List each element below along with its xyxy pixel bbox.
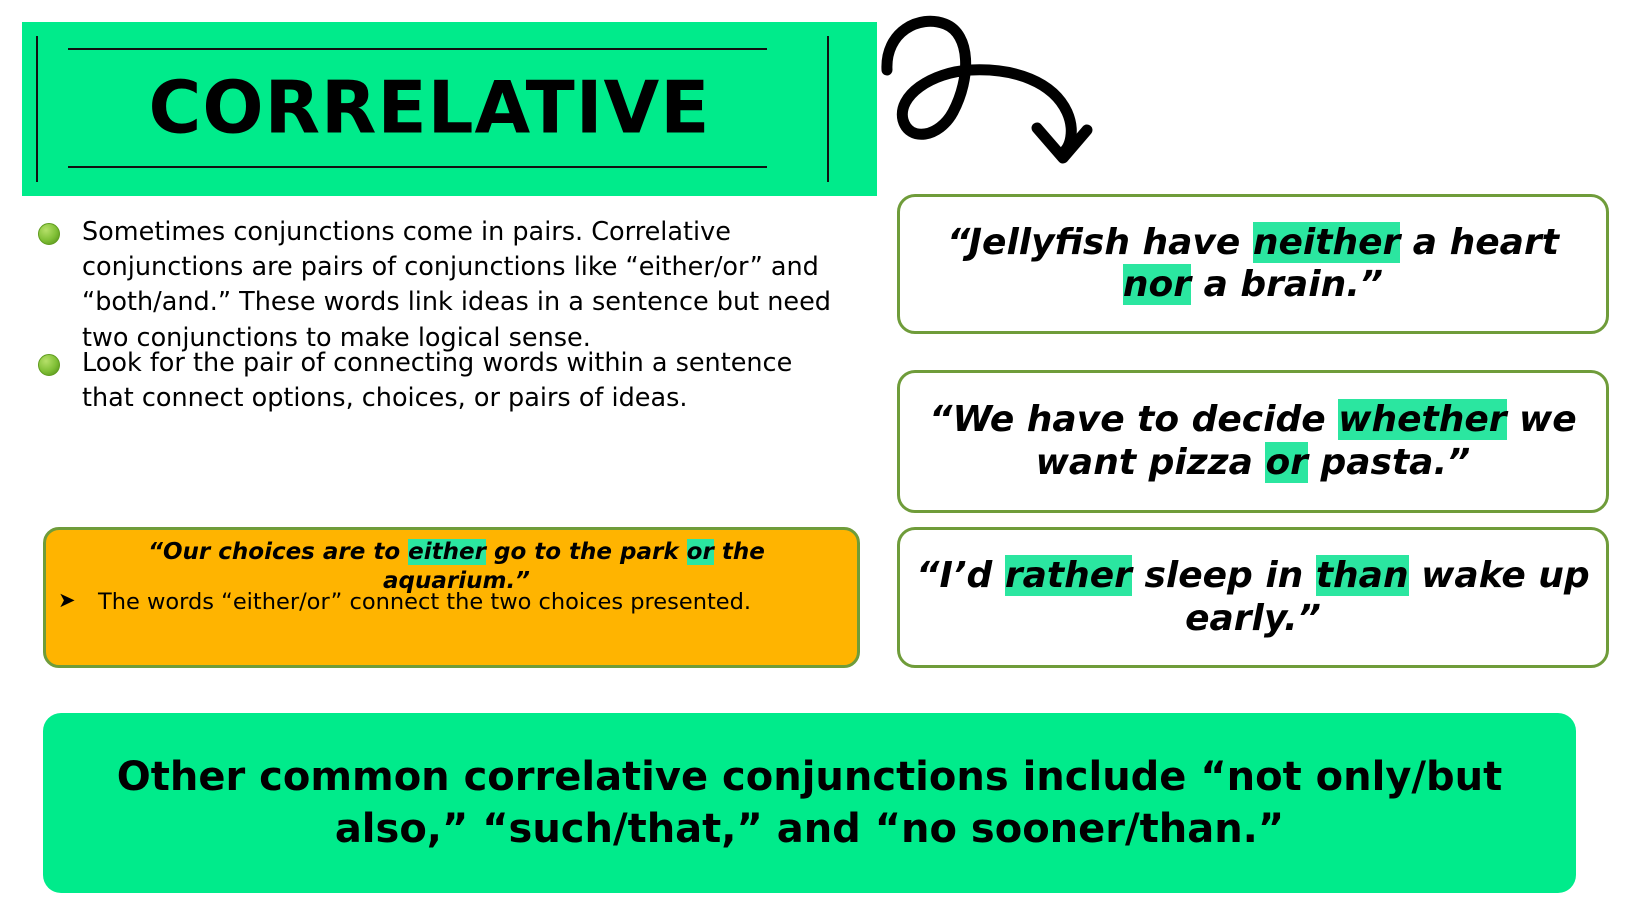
title-rule-top — [68, 48, 767, 50]
summary-banner-text: Other common correlative conjunctions include “not only/but also,” “such/that,” and “no sooner/than.” — [116, 754, 1503, 852]
bullet-dot-icon — [38, 223, 60, 245]
quote-card-text: “I’d rather sleep in than wake up early.” — [916, 555, 1590, 639]
bullet-text: Sometimes conjunctions come in pairs. Correlative conjunctions are pairs of conjunctions like “either/or” and “both/and.” These words link ideas in a sentence but need two conjunctions to make logical sense. — [82, 217, 831, 353]
title-rule-bottom — [68, 166, 767, 168]
curly-arrow-icon — [875, 8, 1115, 178]
page-title: CORRELATIVE — [148, 65, 711, 150]
bullet-dot-icon — [38, 354, 60, 376]
title-banner — [22, 22, 877, 196]
bullet-text: Look for the pair of connecting words within a sentence that connect options, choices, or pairs of ideas. — [82, 347, 793, 413]
quote-card-text: “We have to decide whether we want pizza or pasta.” — [929, 399, 1577, 483]
quote-card — [897, 527, 1609, 668]
example-quote: “Our choices are to either go to the park or the aquarium.” — [148, 539, 765, 595]
list-item — [38, 346, 848, 416]
bullet-list — [38, 215, 848, 418]
quote-card — [897, 194, 1609, 334]
quote-card-text: “Jellyfish have neither a heart nor a brain.” — [947, 221, 1559, 305]
example-callout — [43, 527, 860, 668]
summary-banner — [43, 713, 1576, 893]
arrow-bullet-icon: ➤ — [58, 588, 76, 612]
example-explanation: The words “either/or” connect the two choices presented. — [98, 589, 752, 615]
quote-card — [897, 370, 1609, 513]
list-item — [38, 215, 848, 356]
